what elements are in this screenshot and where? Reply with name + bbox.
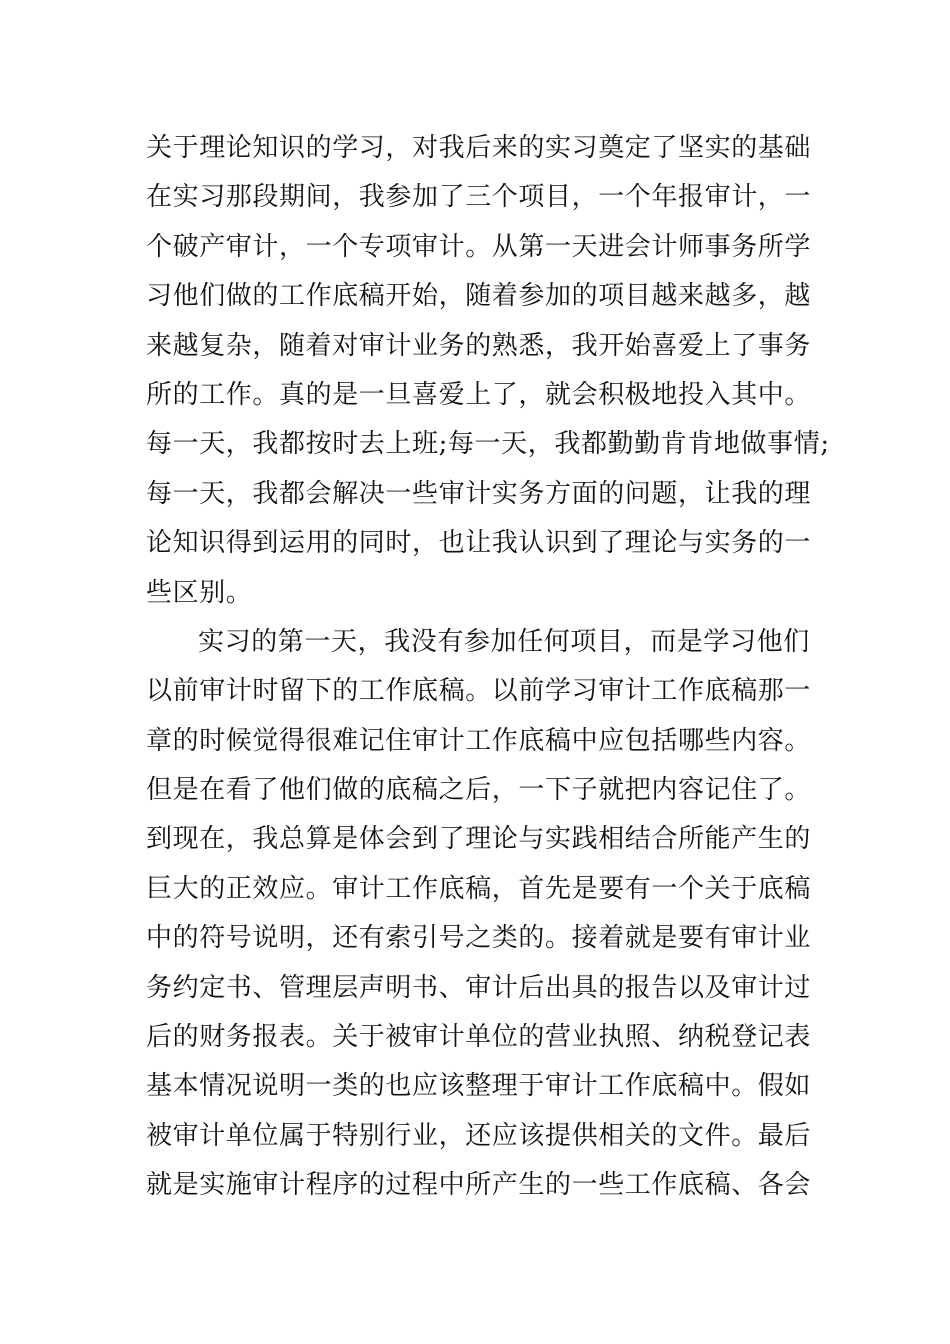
text-line-indented: 实习的第一天，我没有参加任何项目，而是学习他们 — [198, 626, 810, 657]
text-line: 被审计单位属于特别行业，还应该提供相关的文件。最后 — [146, 1120, 812, 1151]
text-line: 巨大的正效应。审计工作底稿，首先是要有一个关于底稿 — [146, 873, 812, 904]
text-line: 章的时候觉得很难记住审计工作底稿中应包括哪些内容。 — [146, 725, 812, 756]
text-line: 关于理论知识的学习，对我后来的实习奠定了坚实的基础 — [146, 133, 812, 163]
text-line: 些区别。 — [146, 577, 253, 608]
text-line: 个破产审计，一个专项审计。从第一天进会计师事务所学 — [146, 231, 812, 262]
text-line: 论知识得到运用的同时，也让我认识到了理论与实务的一 — [146, 528, 812, 559]
text-line: 在实习那段期间，我参加了三个项目，一个年报审计，一 — [146, 182, 812, 213]
text-line: 中的符号说明，还有索引号之类的。接着就是要有审计业 — [146, 923, 812, 954]
text-line: 习他们做的工作底稿开始，随着参加的项目越来越多，越 — [146, 281, 812, 312]
text-line: 基本情况说明一类的也应该整理于审计工作底稿中。假如 — [146, 1071, 812, 1102]
text-line: 但是在看了他们做的底稿之后，一下子就把内容记住了。 — [146, 775, 812, 806]
text-line: 就是实施审计程序的过程中所产生的一些工作底稿、各会 — [146, 1170, 812, 1201]
text-line: 来越复杂，随着对审计业务的熟悉，我开始喜爱上了事务 — [146, 330, 812, 361]
text-line: 务约定书、管理层声明书、审计后出具的报告以及审计过 — [146, 972, 812, 1003]
paragraph-2 — [146, 618, 816, 1211]
document-body — [146, 124, 830, 1211]
text-line: 到现在，我总算是体会到了理论与实践相结合所能产生的 — [146, 824, 812, 855]
paragraph-1 — [146, 124, 830, 618]
text-line: 每一天，我都按时去上班;每一天，我都勤勤肯肯地做事情; — [146, 429, 830, 460]
text-line: 以前审计时留下的工作底稿。以前学习审计工作底稿那一 — [146, 676, 812, 707]
text-line: 后的财务报表。关于被审计单位的营业执照、纳税登记表 — [146, 1022, 812, 1053]
text-line: 每一天，我都会解决一些审计实务方面的问题，让我的理 — [146, 478, 812, 509]
text-line: 所的工作。真的是一旦喜爱上了，就会积极地投入其中。 — [146, 379, 812, 410]
